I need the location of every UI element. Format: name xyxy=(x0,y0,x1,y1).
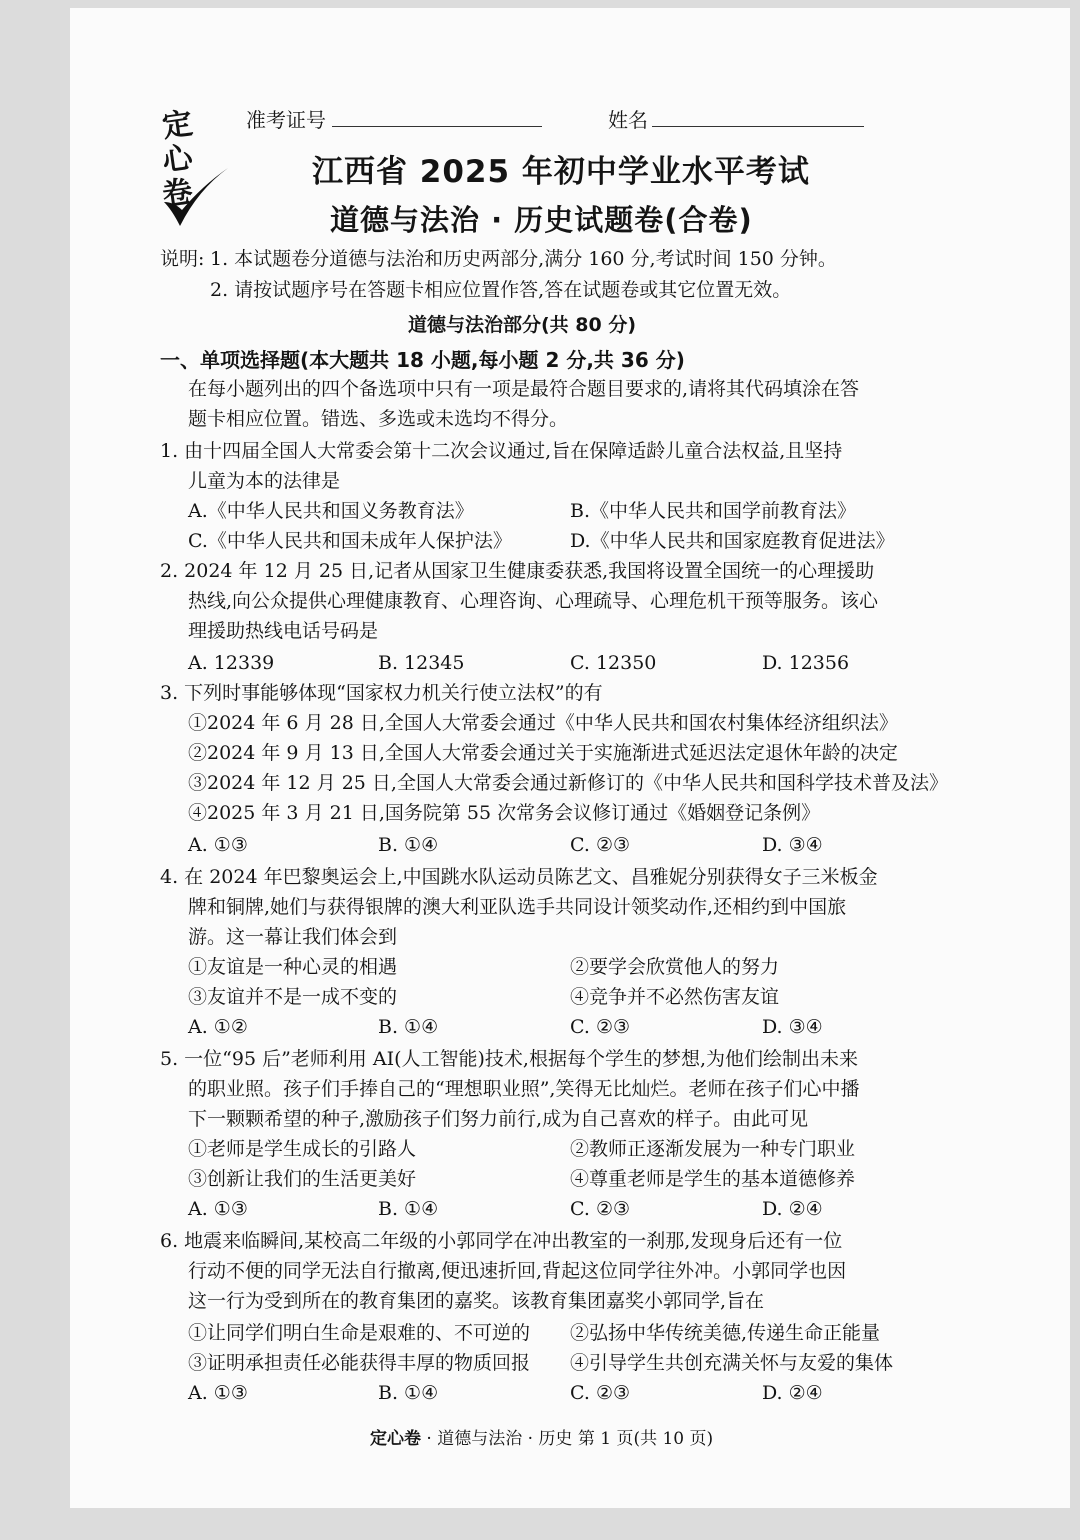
footer-brand: 定心卷 xyxy=(370,1429,421,1449)
page-footer xyxy=(370,1424,713,1449)
statement: ①友谊是一种心灵的相遇 xyxy=(188,956,398,978)
question-stem-line: 理援助热线电话号码是 xyxy=(188,620,379,642)
option-c: C. ②③ xyxy=(570,834,631,856)
statement: ③证明承担责任必能获得丰厚的物质回报 xyxy=(188,1352,531,1374)
question-stem-line: 3. 下列时事能够体现“国家权力机关行使立法权”的有 xyxy=(160,682,603,704)
stamp-char-1: 定 xyxy=(160,106,195,145)
statement: ①2024 年 6 月 28 日,全国人大常委会通过《中华人民共和国农村集体经济组织法》 xyxy=(188,712,898,734)
statement: ④2025 年 3 月 21 日,国务院第 55 次常务会议修订通过《婚姻登记条例》 xyxy=(188,802,821,824)
statement: ④引导学生共创充满关怀与友爱的集体 xyxy=(570,1352,894,1374)
statement: ④尊重老师是学生的基本道德修养 xyxy=(570,1168,856,1190)
footer-page-info: · 道德与法治 · 历史 第 1 页(共 10 页) xyxy=(421,1429,714,1449)
option-c: C. ②③ xyxy=(570,1382,631,1404)
statement: ③创新让我们的生活更美好 xyxy=(188,1168,417,1190)
question-stem-line: 行动不便的同学无法自行撤离,便迅速折回,背起这位同学往外冲。小郭同学也因 xyxy=(188,1260,847,1282)
option-a: A.《中华人民共和国义务教育法》 xyxy=(188,500,474,522)
section-desc-2: 题卡相应位置。错选、多选或未选均不得分。 xyxy=(188,408,569,430)
statement: ②教师正逐渐发展为一种专门职业 xyxy=(570,1138,856,1160)
question-stem-line: 2. 2024 年 12 月 25 日,记者从国家卫生健康委获悉,我国将设置全国统一的心理援助 xyxy=(160,560,875,582)
question-stem-line: 的职业照。孩子们手捧自己的“理想职业照”,笑得无比灿烂。老师在孩子们心中播 xyxy=(188,1078,860,1100)
exam-subtitle: 道德与法治 · 历史试题卷(合卷) xyxy=(330,203,753,237)
instructions-label: 说明: xyxy=(160,248,205,270)
question-stem-line: 儿童为本的法律是 xyxy=(188,470,341,492)
option-d: D. 12356 xyxy=(762,652,850,674)
stamp-char-3: 卷 xyxy=(160,174,195,213)
part-title: 道德与法治部分(共 80 分) xyxy=(408,314,637,336)
option-d: D. ②④ xyxy=(762,1198,823,1220)
option-d: D. ③④ xyxy=(762,1016,823,1038)
statement: ②2024 年 9 月 13 日,全国人大常委会通过关于实施渐进式延迟法定退休年龄的决定 xyxy=(188,742,898,764)
dingxin-stamp-logo xyxy=(158,100,230,230)
statement: ①老师是学生成长的引路人 xyxy=(188,1138,417,1160)
name-blank xyxy=(652,126,864,127)
stamp-char-2: 心 xyxy=(160,140,195,179)
question-stem-line: 这一行为受到所在的教育集团的嘉奖。该教育集团嘉奖小郭同学,旨在 xyxy=(188,1290,765,1312)
exam-id-label: 准考证号 xyxy=(246,108,326,132)
instruction-2: 2. 请按试题序号在答题卡相应位置作答,答在试题卷或其它位置无效。 xyxy=(210,279,792,301)
statement: ③友谊并不是一成不变的 xyxy=(188,986,398,1008)
exam-id-blank xyxy=(332,126,542,127)
option-d: D.《中华人民共和国家庭教育促进法》 xyxy=(570,530,895,552)
exam-title: 江西省 2025 年初中学业水平考试 xyxy=(312,154,810,190)
option-b: B. ①④ xyxy=(378,1016,439,1038)
option-b: B. ①④ xyxy=(378,1198,439,1220)
option-b: B. ①④ xyxy=(378,834,439,856)
question-stem-line: 热线,向公众提供心理健康教育、心理咨询、心理疏导、心理危机干预等服务。该心 xyxy=(188,590,879,612)
question-stem-line: 游。这一幕让我们体会到 xyxy=(188,926,398,948)
question-stem-line: 1. 由十四届全国人大常委会第十二次会议通过,旨在保障适龄儿童合法权益,且坚持 xyxy=(160,440,843,462)
statement: ②弘扬中华传统美德,传递生命正能量 xyxy=(570,1322,881,1344)
section-title: 一、单项选择题(本大题共 18 小题,每小题 2 分,共 36 分) xyxy=(160,348,685,372)
question-stem-line: 6. 地震来临瞬间,某校高二年级的小郭同学在冲出教室的一刹那,发现身后还有一位 xyxy=(160,1230,843,1252)
option-a: A. ①③ xyxy=(188,834,248,856)
question-stem-line: 5. 一位“95 后”老师利用 AI(人工智能)技术,根据每个学生的梦想,为他们绘制出未来 xyxy=(160,1048,858,1070)
option-a: A. ①③ xyxy=(188,1198,248,1220)
option-a: A. ①② xyxy=(188,1016,248,1038)
option-a: A. 12339 xyxy=(188,652,275,674)
instruction-1: 1. 本试题卷分道德与法治和历史两部分,满分 160 分,考试时间 150 分钟。 xyxy=(210,248,837,270)
option-b: B.《中华人民共和国学前教育法》 xyxy=(570,500,857,522)
option-c: C.《中华人民共和国未成年人保护法》 xyxy=(188,530,512,552)
option-c: C. 12350 xyxy=(570,652,657,674)
option-d: D. ②④ xyxy=(762,1382,823,1404)
statement: ②要学会欣赏他人的努力 xyxy=(570,956,780,978)
checkmark-icon xyxy=(158,140,230,230)
statement: ①让同学们明白生命是艰难的、不可逆的 xyxy=(188,1322,531,1344)
question-stem-line: 牌和铜牌,她们与获得银牌的澳大利亚队选手共同设计领奖动作,还相约到中国旅 xyxy=(188,896,847,918)
section-desc-1: 在每小题列出的四个备选项中只有一项是最符合题目要求的,请将其代码填涂在答 xyxy=(188,378,860,400)
statement: ③2024 年 12 月 25 日,全国人大常委会通过新修订的《中华人民共和国科学技术普及法》 xyxy=(188,772,948,794)
statement: ④竞争并不必然伤害友谊 xyxy=(570,986,780,1008)
option-a: A. ①③ xyxy=(188,1382,248,1404)
option-d: D. ③④ xyxy=(762,834,823,856)
option-c: C. ②③ xyxy=(570,1016,631,1038)
name-label: 姓名 xyxy=(608,108,648,132)
question-stem-line: 4. 在 2024 年巴黎奥运会上,中国跳水队运动员陈艺文、昌雅妮分别获得女子三米板金 xyxy=(160,866,878,888)
question-stem-line: 下一颗颗希望的种子,激励孩子们努力前行,成为自己喜欢的样子。由此可见 xyxy=(188,1108,809,1130)
option-b: B. 12345 xyxy=(378,652,465,674)
option-c: C. ②③ xyxy=(570,1198,631,1220)
option-b: B. ①④ xyxy=(378,1382,439,1404)
